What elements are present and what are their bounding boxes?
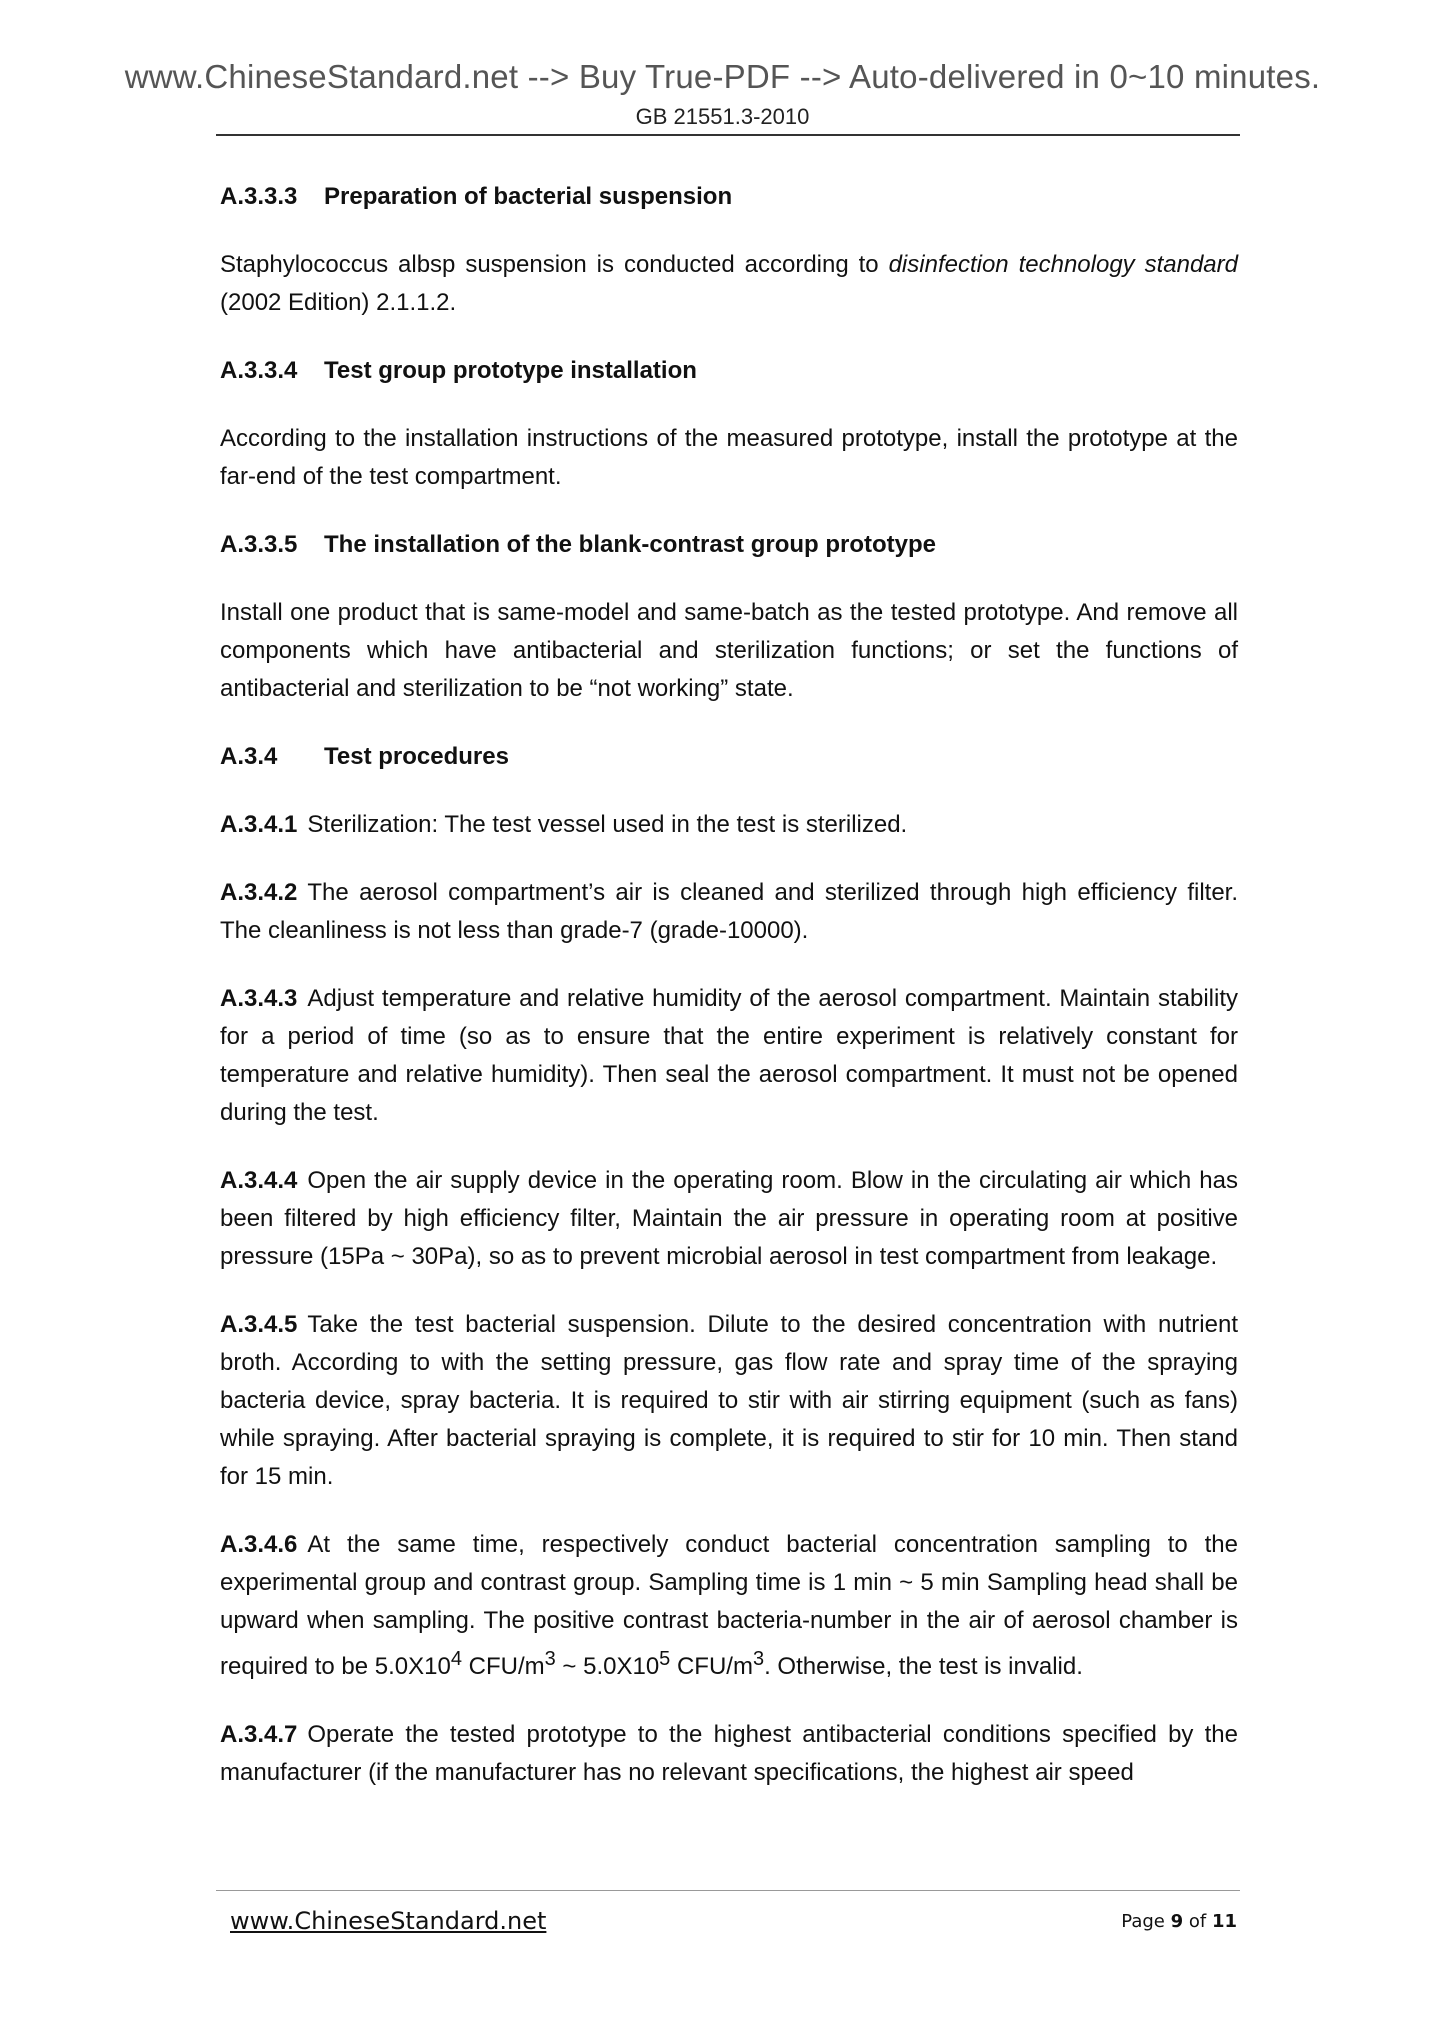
clause-number: A.3.4.7: [220, 1721, 298, 1748]
clause-number: A.3.4.1: [220, 811, 298, 838]
footer-divider: [216, 1890, 1240, 1891]
exponent: 4: [450, 1648, 462, 1670]
header-divider: [216, 134, 1240, 136]
exponent: 5: [659, 1648, 671, 1670]
paragraph-a342: [220, 874, 1238, 950]
exponent: 3: [544, 1648, 556, 1670]
clause-number: A.3.4.3: [220, 985, 298, 1012]
page-number: [1121, 1911, 1237, 1932]
section-heading-a333: [220, 178, 1238, 216]
paragraph-text: CFU/m: [461, 1653, 545, 1680]
paragraph-text: At the same time, respectively conduct bacterial concentration sampling to the experimental group and contrast group. Sampling time is 1 min ~ 5 min Sampling head shall be upward when sampling. The positive contrast bacteria-number in the air of aerosol chamber is required to be 5.0X10: [220, 1531, 1238, 1680]
paragraph-a335: Install one product that is same-model and same-batch as the tested prototype. And remove all components which have antibacterial and sterilization functions; or set the functions of antibacterial and sterilization to be “not working” state.: [220, 599, 1238, 702]
paragraph-a346: [220, 1526, 1238, 1686]
paragraph-a333: [220, 246, 1238, 322]
section-number: A.3.3.3: [220, 183, 298, 210]
footer-website-link[interactable]: www.ChineseStandard.net: [230, 1907, 547, 1935]
paragraph-text: CFU/m: [670, 1653, 753, 1680]
document-body: [220, 178, 1238, 1822]
paragraph-text: . Otherwise, the test is invalid.: [764, 1653, 1083, 1680]
section-heading-a335: [220, 526, 1238, 564]
section-number: A.3.3.5: [220, 531, 298, 558]
clause-number: A.3.4.6: [220, 1531, 298, 1558]
paragraph-text: (2002 Edition) 2.1.1.2.: [220, 289, 457, 316]
paragraph-a341: [220, 806, 1238, 844]
section-title: Preparation of bacterial suspension: [324, 183, 733, 210]
paragraph-text: Operate the tested prototype to the highest antibacterial conditions specified by the manufacturer (if the manufacturer has no relevant specifications, the highest air speed: [220, 1721, 1238, 1786]
section-title: The installation of the blank-contrast group prototype: [324, 531, 937, 558]
section-number: A.3.4: [220, 743, 278, 770]
page-of-label: of: [1183, 1911, 1212, 1932]
paragraph-a334: According to the installation instructions of the measured prototype, install the prototype at the far-end of the test compartment.: [220, 425, 1238, 490]
paragraph-a345: [220, 1306, 1238, 1496]
clause-number: A.3.4.2: [220, 879, 298, 906]
paragraph-text: Take the test bacterial suspension. Dilute to the desired concentration with nutrient broth. According to with the setting pressure, gas flow rate and spray time of the spraying bacteria device, spray bacteria. It is required to stir with air stirring equipment (such as fans) while spraying. After bacterial spraying is complete, it is required to stir for 10 min. Then stand for 15 min.: [220, 1311, 1238, 1490]
page-label: Page: [1121, 1911, 1171, 1932]
paragraph-text: Sterilization: The test vessel used in the test is sterilized.: [307, 811, 908, 838]
paragraph-text: Staphylococcus albsp suspension is conducted according to: [220, 251, 889, 278]
paragraph-text: Adjust temperature and relative humidity of the aerosol compartment. Maintain stability for a period of time (so as to ensure that the entire experiment is relatively constant for temperature and relative humidity). Then seal the aerosol compartment. It must not be opened during the test.: [220, 985, 1238, 1126]
header-banner: www.ChineseStandard.net --> Buy True-PDF --> Auto-delivered in 0~10 minutes.: [124, 58, 1321, 95]
exponent: 3: [752, 1648, 765, 1670]
section-heading-a34: [220, 738, 1238, 776]
clause-number: A.3.4.4: [220, 1167, 298, 1194]
paragraph-italic-text: disinfection technology standard: [888, 251, 1238, 278]
paragraph-text: Open the air supply device in the operating room. Blow in the circulating air which has been filtered by high efficiency filter, Maintain the air pressure in operating room at positive pressure (15Pa ~ 30Pa), so as to prevent microbial aerosol in test compartment from leakage.: [220, 1167, 1238, 1270]
section-title: Test group prototype installation: [324, 357, 697, 384]
section-title: Test procedures: [324, 743, 509, 770]
paragraph-a343: [220, 980, 1238, 1132]
page-total: 11: [1211, 1911, 1237, 1932]
paragraph-text: The aerosol compartment’s air is cleaned and sterilized through high efficiency filter. The cleanliness is not less than grade-7 (grade-10000).: [220, 879, 1238, 944]
section-number: A.3.3.4: [220, 357, 298, 384]
section-heading-a334: [220, 352, 1238, 390]
standard-number: GB 21551.3-2010: [635, 104, 810, 129]
page-current: 9: [1170, 1911, 1184, 1932]
paragraph-a344: [220, 1162, 1238, 1276]
paragraph-text: ~ 5.0X10: [555, 1653, 660, 1680]
paragraph-a347: [220, 1716, 1238, 1792]
clause-number: A.3.4.5: [220, 1311, 298, 1338]
